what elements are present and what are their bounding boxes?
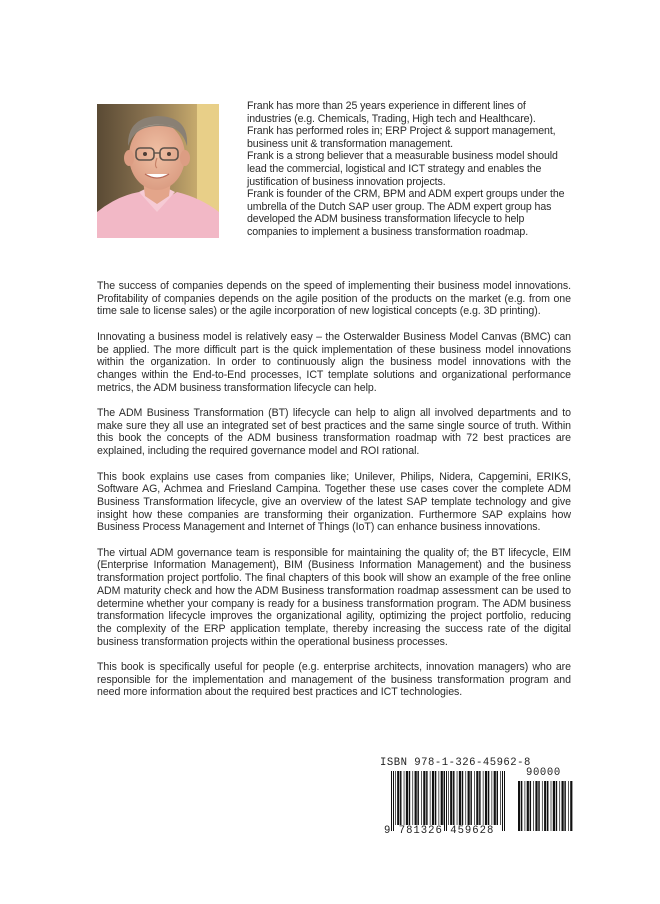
barcode-bar: [432, 771, 434, 825]
barcode-bar: [525, 781, 526, 831]
barcode-bar: [395, 771, 396, 825]
barcode-bar: [453, 771, 454, 825]
barcode-bar: [439, 771, 440, 825]
barcode-bar: [485, 771, 487, 825]
barcode-bar: [518, 781, 520, 831]
barcode-bar: [535, 781, 537, 831]
barcode-bar: [468, 771, 470, 825]
barcode-bar: [521, 781, 522, 831]
barcode-bar: [423, 771, 425, 825]
barcode-bar: [500, 771, 501, 825]
barcode-bar: [462, 771, 463, 825]
barcode-bar: [492, 771, 493, 825]
barcode-bar: [494, 771, 496, 825]
description-paragraph: The virtual ADM governance team is responsible for maintaining the quality of; the BT lifecycle, EIM (Enterprise Information Management), BIM (Business Information Management) and the business transformation project portfolio. The final chapters of this book will show an example of the free online ADM maturity check and how the ADM Business transformation roadmap assessment can be used to determine whether your company is ready for a business transformation program. The ADM business transformation lifecycle improves the organizational agility, optimizing the project portfolio, reducing the complexity of the ERP application template, thereby increasing the success rate of the digital business transformation projects within the operational business processes.: [97, 546, 571, 648]
barcode-bar: [406, 771, 408, 825]
barcode-bar: [488, 771, 489, 825]
barcode-bar: [544, 781, 546, 831]
barcode-guard-bar: [504, 771, 505, 831]
barcode-bar: [553, 781, 555, 831]
barcode-bar: [404, 771, 405, 825]
barcode-bar: [409, 771, 410, 825]
price-addon-code: 90000: [526, 767, 561, 779]
barcode-bar: [426, 771, 427, 825]
barcode-bar: [457, 771, 458, 825]
barcode-bar: [559, 781, 560, 831]
barcode-bar: [476, 771, 478, 825]
barcode-bar: [527, 781, 529, 831]
barcode-bar: [421, 771, 422, 825]
barcode-guard-bar: [391, 771, 392, 831]
bio-paragraph: Frank has performed roles in; ERP Project & support management, business unit & transformation management.: [247, 125, 556, 150]
barcode-bar: [474, 771, 475, 825]
isbn-label: ISBN 978-1-326-45962-8: [380, 757, 531, 769]
barcode-bar: [564, 781, 565, 831]
description-paragraph: Innovating a business model is relatively easy – the Osterwalder Business Model Canvas (BMC) can be applied. The more difficult part is the quick implementation of these business model innovations within the organization. In order to continuously align the business model innovations with the changes within the End-to-End processes, ICT template solutions and organizational performance metrics, the ADM business transformation lifecycle can help.: [97, 330, 571, 394]
bio-paragraph: Frank is founder of the CRM, BPM and ADM expert groups under the umbrella of the Dutch SAP user group. The ADM expert group has developed the ADM business transformation lifecycle to help companies to implement a business transformation roadmap.: [247, 188, 565, 238]
barcode-bar: [441, 771, 443, 825]
book-description: [97, 280, 571, 712]
barcode-bar: [470, 771, 471, 825]
barcode-guard-bar: [446, 771, 447, 831]
barcode-bar: [435, 771, 436, 825]
barcode-bar: [430, 771, 431, 825]
barcode-bar: [450, 771, 452, 825]
barcode-guard-bar: [502, 771, 503, 831]
barcode-bar: [448, 771, 449, 825]
barcode-bar: [556, 781, 557, 831]
barcode-bar: [562, 781, 564, 831]
barcode-bar: [551, 781, 552, 831]
barcode-bar: [483, 771, 484, 825]
barcode-bar: [533, 781, 534, 831]
description-paragraph: The success of companies depends on the speed of implementing their business model innovations. Profitability of companies depends on the agile position of the products on the market (e.g. from one time sale to license sales) or the agile incorporation of new logistical concepts (e.g. 3D printing).: [97, 280, 571, 318]
barcode-bar: [497, 771, 498, 825]
description-paragraph: The ADM Business Transformation (BT) lifecycle can help to align all involved departments and to make sure they all use an integrated set of best practices and the same single source of truth. Within this book the concepts of the ADM business transformation roadmap with 72 best practices are explained, including the required governance model and ROI rational.: [97, 407, 571, 458]
description-paragraph: This book explains use cases from companies like; Unilever, Philips, Nidera, Capgemini, ERIKS, Software AG, Achmea and Friesland Campina. Together these use cases cover the complete ADM Business Transformation lifecycle, give an overview of the latest SAP template technology and give insight how these companies are transforming their organization. Furthermore SAP explains how Business Process Management and Internet of Things (IoT) can enhance business innovations.: [97, 470, 571, 534]
barcode-bar: [568, 781, 569, 831]
barcode-bar: [459, 771, 461, 825]
bio-paragraph: Frank is a strong believer that a measurable business model should lead the commercial, logistical and ICT strategy and enables the justification of business innovation projects.: [247, 150, 558, 188]
barcode-bar: [547, 781, 548, 831]
barcode-guard-bar: [393, 771, 394, 831]
barcode-bar: [542, 781, 543, 831]
isbn-barcode: [380, 757, 575, 837]
barcode-bar: [415, 771, 417, 825]
barcode-bar: [530, 781, 531, 831]
barcode-digits: 9 781326 459628: [384, 825, 495, 837]
barcode-guard-bar: [444, 771, 445, 831]
barcode-bar: [397, 771, 399, 825]
barcode-bar: [538, 781, 539, 831]
barcode-bar: [570, 781, 572, 831]
barcode-bar: [412, 771, 413, 825]
author-photo: [97, 104, 219, 238]
barcode-bar: [417, 771, 418, 825]
barcode-bar: [465, 771, 466, 825]
barcode-bar: [400, 771, 401, 825]
description-paragraph: This book is specifically useful for people (e.g. enterprise architects, innovation managers) who are responsible for the implementation and management of the business transformation program and need more information about the required best practices and ICT technologies.: [97, 661, 571, 699]
bio-paragraph: Frank has more than 25 years experience in different lines of industries (e.g. Chemicals, Trading, High tech and Healthcare).: [247, 100, 536, 125]
barcode-bar: [479, 771, 480, 825]
author-bio: [247, 100, 569, 239]
